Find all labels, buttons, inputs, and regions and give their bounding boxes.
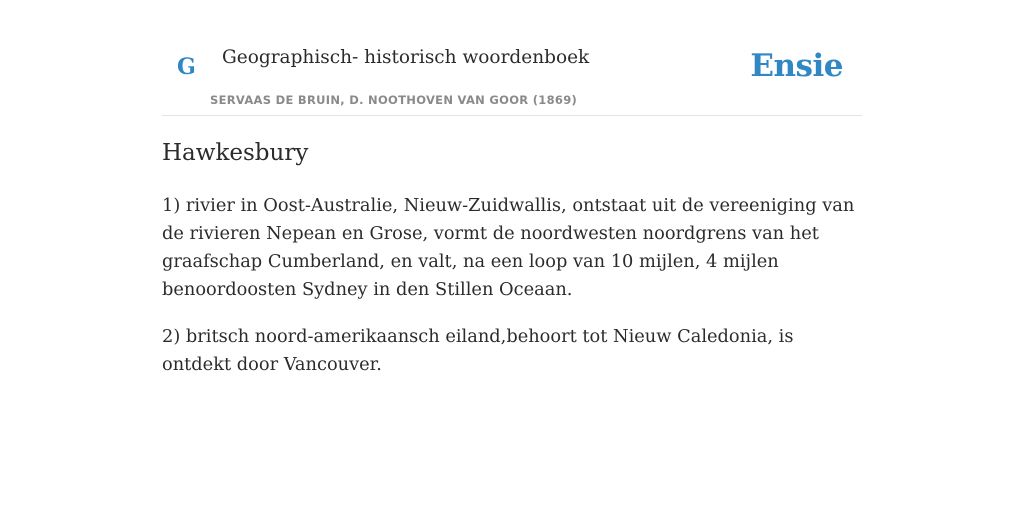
book-title-link[interactable]: Geographisch- historisch woordenboek <box>222 47 590 68</box>
entry-title: Hawkesbury <box>162 140 309 166</box>
page <box>162 0 862 375</box>
entry-body <box>162 192 862 398</box>
definition-paragraph: 1) rivier in Oost-Australie, Nieuw-Zuidwallis, ontstaat uit de vereeniging van de rivieren Nepean en Grose, vormt de noordwesten noordgrens van het graafschap Cumberland, en valt, na een loop van 10 mijlen, 4 mijlen benoordoosten Sydney in den Stillen Oceaan. <box>162 195 855 300</box>
ensie-logo[interactable]: Ensie <box>750 48 843 84</box>
book-header <box>162 0 862 116</box>
definition-paragraph: 2) britsch noord-amerikaansch eiland,behoort tot Nieuw Caledonia, is ontdekt door Vancouver. <box>162 326 794 375</box>
book-authors: SERVAAS DE BRUIN, D. NOOTHOVEN VAN GOOR (1869) <box>210 93 578 107</box>
book-letter-badge[interactable]: G <box>177 54 196 80</box>
